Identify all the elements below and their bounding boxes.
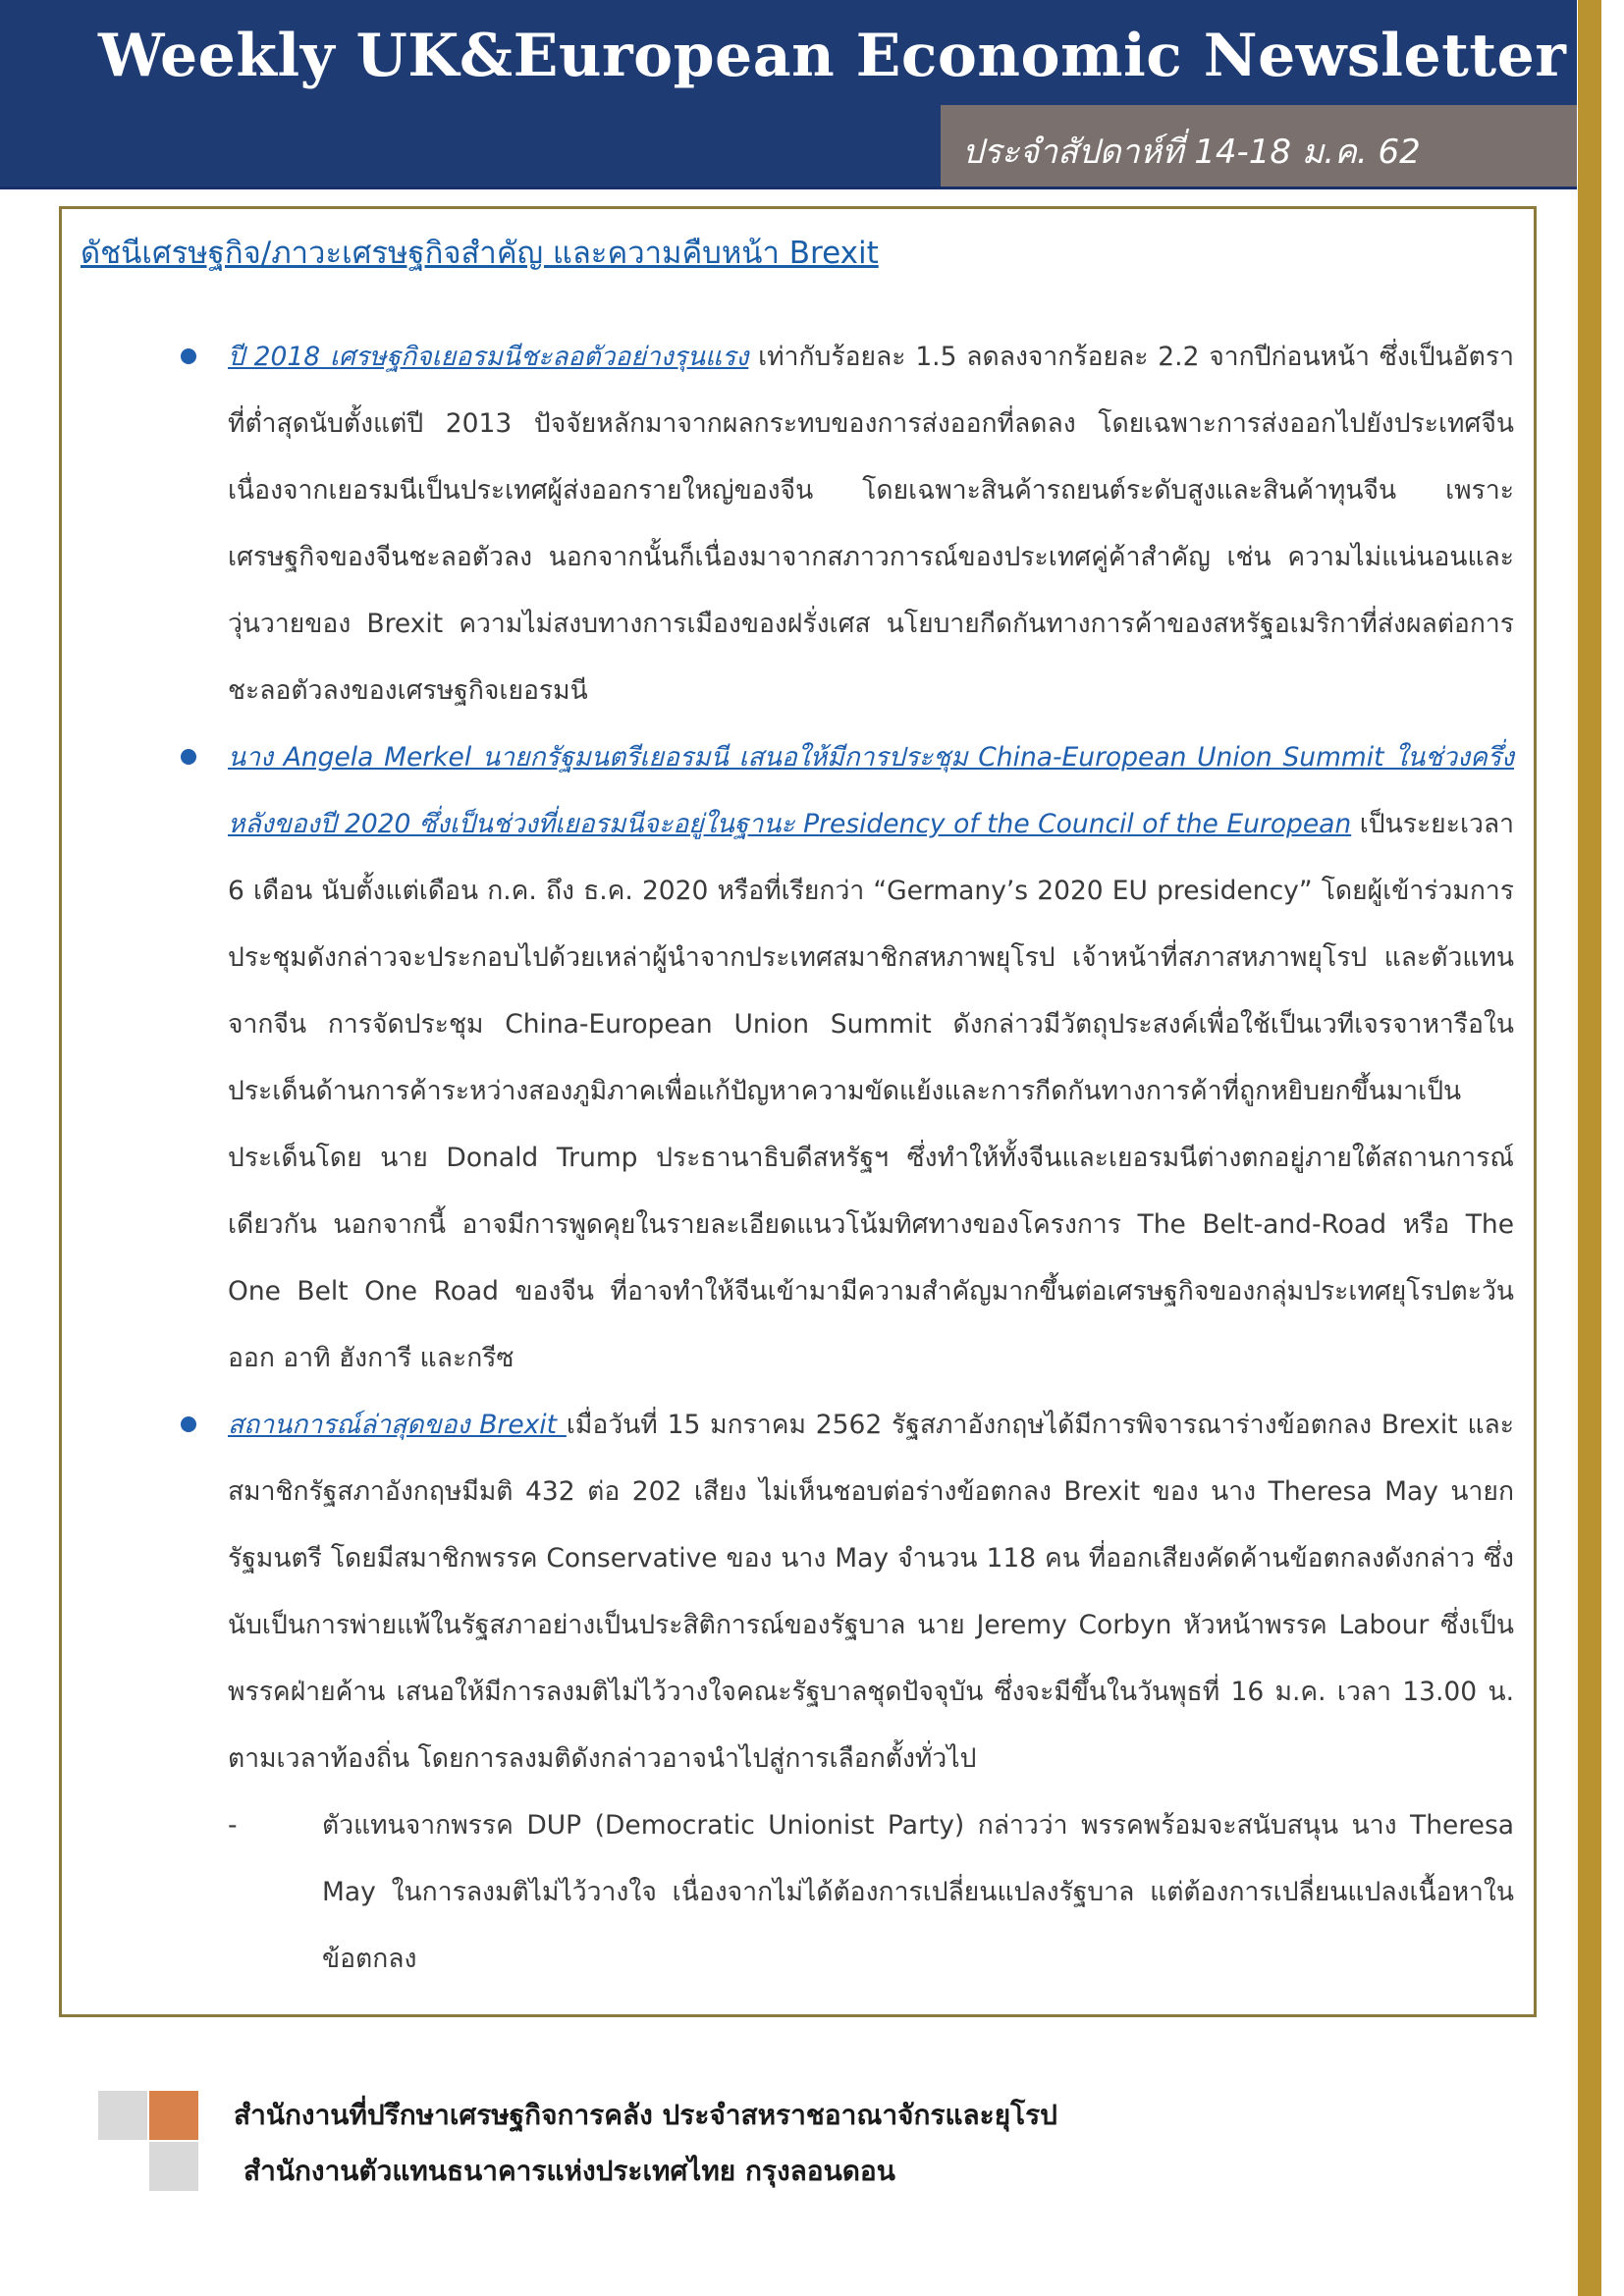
footer-logo-square bbox=[98, 2091, 147, 2140]
list-item bbox=[228, 324, 1514, 724]
footer-office-line2: สำนักงานตัวแทนธนาคารแห่งประเทศไทย กรุงลอนดอน bbox=[244, 2155, 895, 2187]
date-band bbox=[941, 105, 1577, 187]
item-text: เป็นระยะเวลา 6 เดือน นับตั้งแต่เดือน ก.ค. ถึง ธ.ค. 2020 หรือที่เรียกว่า “Germany’s 2020 EU presidency” โดยผู้เข้าร่วมการประชุมดังกล่าวจะประกอบไปด้วยเหล่าผู้นำจากประเทศสมาชิกสหภาพยุโรป เจ้าหน้าที่สภาสหภาพยุโรป และตัวแทนจากจีน การจัดประชุม China-European Union Summit ดังกล่าวมีวัตถุประสงค์เพื่อใช้เป็นเวทีเจรจาหารือในประเด็นด้านการค้าระหว่างสองภูมิภาคเพื่อแก้ปัญหาความขัดแย้งและการกีดกันทางการค้าที่ถูกหยิบยกขึ้นมาเป็นประเด็นโดย นาย Donald Trump ประธานาธิบดีสหรัฐฯ ซึ่งทำให้ทั้งจีนและเยอรมนีต่างตกอยู่ภายใต้สถานการณ์เดียวกัน นอกจากนี้ อาจมีการพูดคุยในรายละเอียดแนวโน้มทิศทางของโครงการ The Belt-and-Road หรือ The One Belt One Road ของจีน ที่อาจทำให้จีนเข้ามามีความสำคัญมากขึ้นต่อเศรษฐกิจของกลุ่มประเทศยุโรปตะวันออก อาทิ ฮังการี และกรีซ bbox=[228, 809, 1515, 1373]
footer-logo-square bbox=[149, 2142, 198, 2191]
list-item bbox=[228, 724, 1514, 1392]
sub-item-text: ตัวแทนจากพรรค DUP (Democratic Unionist Party) กล่าวว่า พรรคพร้อมจะสนับสนุน นาง Theresa May ในการลงมติไม่ไว้วางใจ เนื่องจากไม่ได้ต้องการเปลี่ยนแปลงรัฐบาล แต่ต้องการเปลี่ยนแปลงเนื้อหาในข้อตกลง bbox=[322, 1810, 1514, 1974]
footer-logo-square-accent bbox=[149, 2091, 198, 2140]
dash-marker: - bbox=[228, 1810, 238, 1841]
article-body bbox=[228, 324, 1514, 1993]
list-item bbox=[228, 1392, 1514, 1792]
bullet-icon bbox=[181, 749, 196, 765]
gold-side-bar bbox=[1578, 0, 1601, 2296]
sub-item bbox=[228, 1792, 1514, 1993]
bullet-icon bbox=[181, 348, 196, 364]
section-title[interactable]: ดัชนีเศรษฐกิจ/ภาวะเศรษฐกิจสำคัญ และความคืบหน้า Brexit bbox=[81, 236, 879, 271]
item-text: เท่ากับร้อยละ 1.5 ลดลงจากร้อยละ 2.2 จากปีก่อนหน้า ซึ่งเป็นอัตราที่ต่ำสุดนับตั้งแต่ปี 2013 ปัจจัยหลักมาจากผลกระทบของการส่งออกที่ลดลง โดยเฉพาะการส่งออกไปยังประเทศจีน เนื่องจากเยอรมนีเป็นประเทศผู้ส่งออกรายใหญ่ของจีน โดยเฉพาะสินค้ารถยนต์ระดับสูงและสินค้าทุนจีน เพราะเศรษฐกิจของจีนชะลอตัวลง นอกจากนั้นก็เนื่องมาจากสภาวการณ์ของประเทศคู่ค้าสำคัญ เช่น ความไม่แน่นอนและวุ่นวายของ Brexit ความไม่สงบทางการเมืองของฝรั่งเศส นโยบายกีดกันทางการค้าของสหรัฐอเมริกาที่ส่งผลต่อการชะลอตัวลงของเศรษฐกิจเยอรมนี bbox=[228, 342, 1515, 706]
item-text: เมื่อวันที่ 15 มกราคม 2562 รัฐสภาอังกฤษได้มีการพิจารณาร่างข้อตกลง Brexit และ สมาชิกรัฐสภาอังกฤษมีมติ 432 ต่อ 202 เสียง ไม่เห็นชอบต่อร่างข้อตกลง Brexit ของ นาง Theresa May นายกรัฐมนตรี โดยมีสมาชิกพรรค Conservative ของ นาง May จำนวน 118 คน ที่ออกเสียงคัดค้านข้อตกลงดังกล่าว ซึ่งนับเป็นการพ่ายแพ้ในรัฐสภาอย่างเป็นประสิติการณ์ของรัฐบาล นาย Jeremy Corbyn หัวหน้าพรรค Labour ซึ่งเป็นพรรคฝ่ายค้าน เสนอให้มีการลงมติไม่ไว้วางใจคณะรัฐบาลชุดปัจจุบัน ซึ่งจะมีขึ้นในวันพุธที่ 16 ม.ค. เวลา 13.00 น. ตามเวลาท้องถิ่น โดยการลงมติดังกล่าวอาจนำไปสู่การเลือกตั้งทั่วไป bbox=[228, 1410, 1515, 1774]
newsletter-title: Weekly UK&European Economic Newsletter bbox=[98, 22, 1567, 90]
footer-office-line1: สำนักงานที่ปรึกษาเศรษฐกิจการคลัง ประจำสหราชอาณาจักรและยุโรป bbox=[234, 2099, 1057, 2131]
item-headline-link[interactable]: สถานการณ์ล่าสุดของ Brexit bbox=[228, 1410, 567, 1440]
header-banner bbox=[0, 0, 1577, 189]
bullet-icon bbox=[181, 1416, 196, 1432]
item-headline-link[interactable]: นาง Angela Merkel นายกรัฐมนตรีเยอรมนี เสนอให้มีการประชุม China-European Union Summit ในช่วงครึ่งหลังของปี 2020 ซึ่งเป็นช่วงที่เยอรมนีจะอยู่ในฐานะ Presidency of the Council of the European bbox=[228, 742, 1514, 839]
issue-date: ประจำสัปดาห์ที่ 14-18 ม.ค. 62 bbox=[962, 133, 1421, 172]
item-headline-link[interactable]: ปี 2018 เศรษฐกิจเยอรมนีชะลอตัวอย่างรุนแรง bbox=[228, 342, 749, 372]
